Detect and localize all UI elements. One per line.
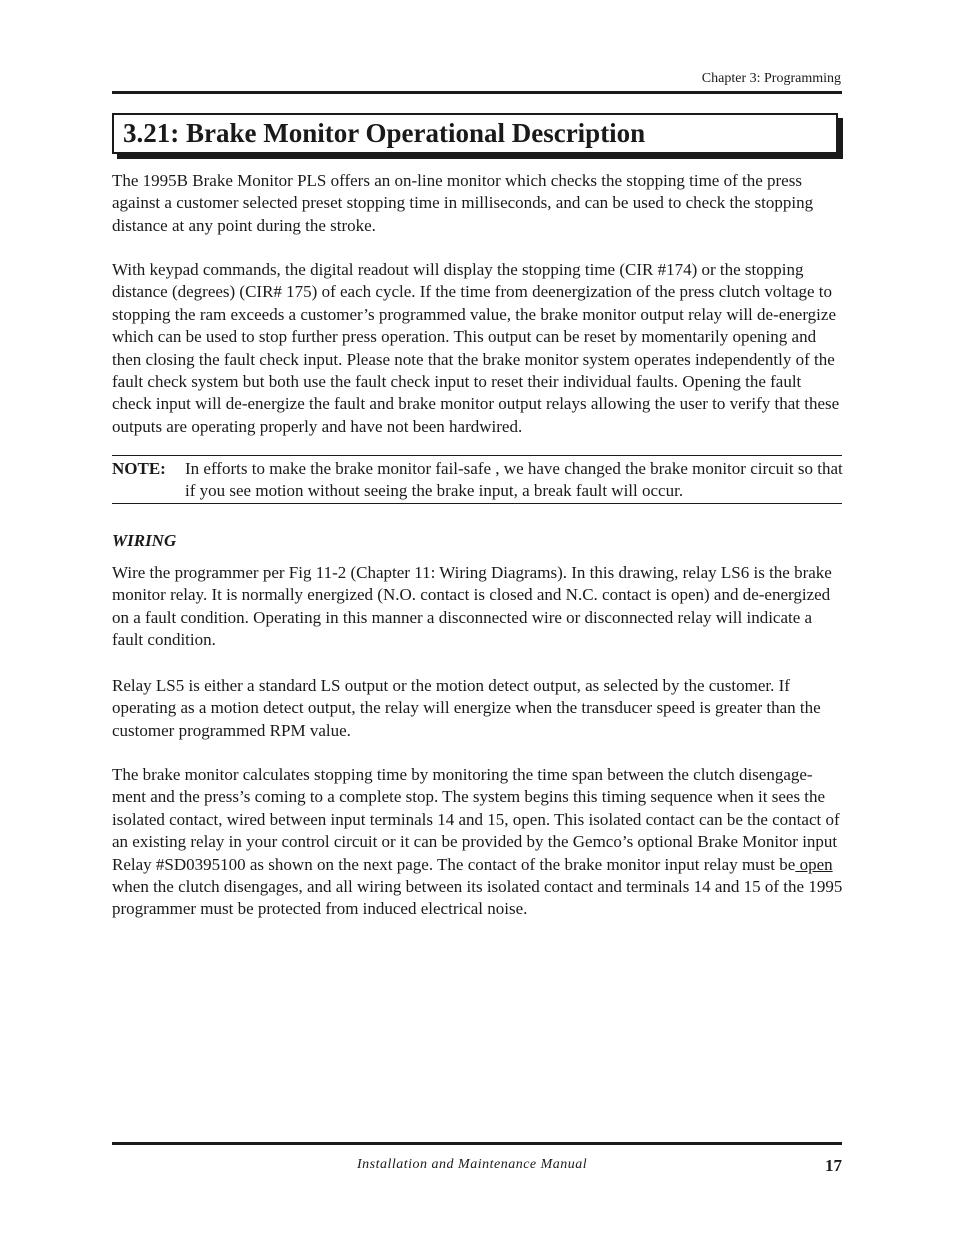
note-label: NOTE: [112,459,166,478]
intro-paragraph: The 1995B Brake Monitor PLS offers an on-line monitor which checks the stopping time of the press against a customer selected preset stopping time in milliseconds, and can be used to check the stopping distance at any point during the stroke. [112,171,814,235]
page-number: 17 [825,1156,842,1175]
header-rule [112,91,842,94]
wiring-paragraph-3-start: The brake monitor calculates stopping time by monitoring the time span between the clutch disengage-ment and the press’s coming to a complete stop. The system begins this timing sequence when it sees the isolated contact, wired between input terminals 14 and 15, open. This isolated contact can be the contact of an existing relay in your control circuit or it can be provided by the Gemco’s optional Brake Monitor input Relay #SD0395100 as shown on the next page. The contact of the brake monitor input relay must be [112,765,840,874]
footer-rule [112,1142,842,1145]
keypad-paragraph: With keypad commands, the digital readout will display the stopping time (CIR #174) or the stopping distance (degrees) (CIR# 175) of each cycle. If the time from deenergization of the press clutch voltage to stopping the ram exceeds a customer’s programmed value, the brake monitor output relay will de-energize which can be used to stop further press operation. This output can be reset by momentarily opening and then closing the fault check input. Please note that the brake monitor system operates independently of the fault check system but both use the fault check input to reset their individual faults. Opening the fault check input will de-energize the fault and brake monitor output relays allowing the user to verify that these outputs are operating properly and have not been hardwired. [112,260,840,436]
running-head: Chapter 3: Programming [701,71,841,86]
wiring-paragraph-3 [112,764,843,921]
note-text: In efforts to make the brake monitor fail-safe , we have changed the brake monitor circuit so that if you see motion without seeing the brake input, a break fault will occur. [185,459,843,501]
wiring-paragraph-1: Wire the programmer per Fig 11-2 (Chapter 11: Wiring Diagrams). In this drawing, relay LS6 is the brake monitor relay. It is normally energized (N.O. contact is closed and N.C. contact is open) and de-energized on a fault condition. Operating in this manner a disconnected wire or disconnected relay will indicate a fault condition. [112,563,832,650]
wiring-heading: WIRING [112,531,177,550]
section-title-box [112,113,838,154]
section-title: 3.21: Brake Monitor Operational Description [123,118,646,148]
wiring-paragraph-3-end: when the clutch disengages, and all wiring between its isolated contact and terminals 14 and 15 of the 1995 programmer must be protected from induced electrical noise. [112,877,843,919]
underlined-open: open [795,854,833,874]
wiring-paragraph-2: Relay LS5 is either a standard LS output or the motion detect output, as selected by the customer. If operating as a motion detect output, the relay will energize when the transducer speed is greater than the customer programmed RPM value. [112,676,821,740]
footer-title: Installation and Maintenance Manual [357,1157,588,1172]
note-box [112,455,842,504]
